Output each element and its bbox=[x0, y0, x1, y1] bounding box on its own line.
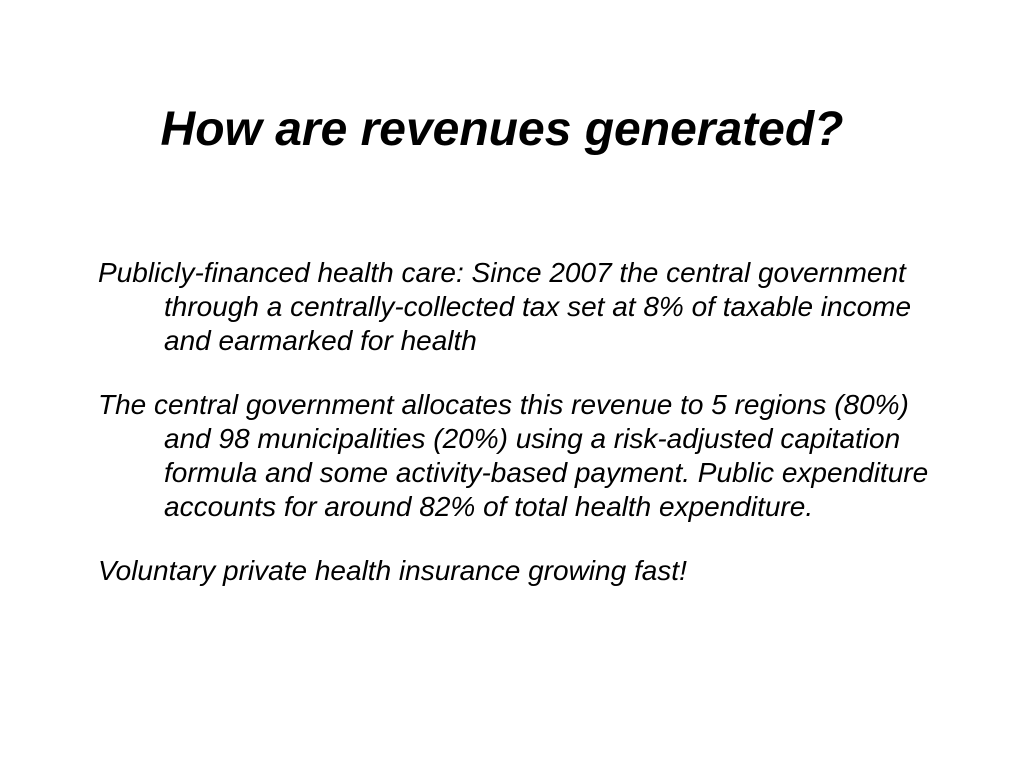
paragraph-public-financing: Publicly-financed health care: Since 2007 the central government through a centrally-collected tax set at 8% of taxable income and earmarked for health bbox=[98, 257, 912, 356]
slide-title: How are revenues generated? bbox=[160, 103, 844, 156]
paragraph-revenue-allocation: The central government allocates this revenue to 5 regions (80%) and 98 municipalities (20%) using a risk-adjusted capitation formula and some activity-based payment. Public expenditure accounts for around 82% of total health expenditure. bbox=[98, 389, 929, 522]
slide-body bbox=[98, 256, 948, 618]
paragraph-private-insurance: Voluntary private health insurance growing fast! bbox=[98, 555, 687, 586]
